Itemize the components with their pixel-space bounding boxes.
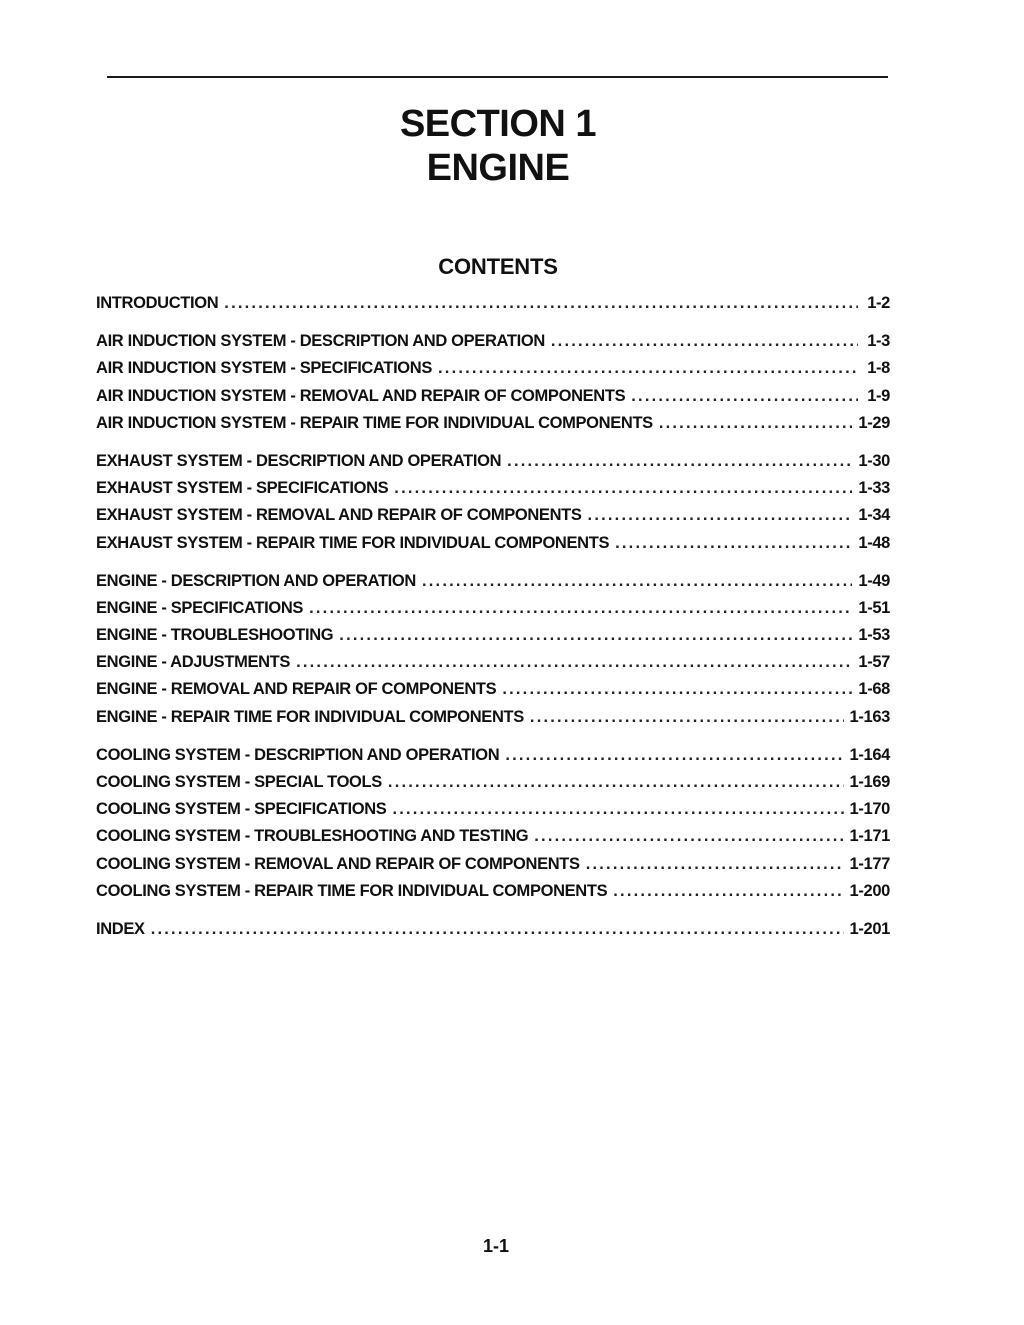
toc-entry[interactable] [96, 676, 890, 703]
toc-entry[interactable] [96, 568, 890, 595]
toc-entry-title: ENGINE - TROUBLESHOOTING [96, 626, 334, 645]
dot-leader [505, 742, 843, 769]
toc-entry[interactable] [96, 383, 890, 410]
toc-entry[interactable] [96, 290, 890, 317]
dot-leader [615, 530, 852, 557]
toc-entry-title: INTRODUCTION [96, 294, 219, 312]
dot-leader [392, 796, 843, 823]
toc-entry-page: 1-48 [858, 533, 890, 552]
toc-entry-title: AIR INDUCTION SYSTEM - SPECIFICATIONS [96, 359, 433, 378]
dot-leader [507, 448, 852, 475]
section-number-title: SECTION 1 [399, 103, 597, 145]
toc-entry[interactable] [96, 448, 890, 475]
dot-leader [438, 355, 858, 382]
toc-entry-page: 1-29 [858, 413, 890, 432]
toc-entry[interactable] [96, 410, 890, 437]
toc-entry-title: ENGINE - REPAIR TIME FOR INDIVIDUAL COMPONENTS [96, 707, 524, 726]
toc-entry-page: 1-34 [858, 506, 890, 525]
toc-entry[interactable] [96, 475, 890, 502]
toc-entry[interactable] [96, 328, 890, 355]
toc-entry-title: COOLING SYSTEM - TROUBLESHOOTING AND TESTING [96, 827, 529, 846]
toc-group [96, 290, 890, 317]
dot-leader [586, 851, 844, 878]
dot-leader [659, 410, 853, 437]
toc-entry-title: EXHAUST SYSTEM - SPECIFICATIONS [96, 479, 389, 498]
toc-entry-title: ENGINE - REMOVAL AND REPAIR OF COMPONENTS [96, 680, 497, 699]
toc-entry[interactable] [96, 851, 890, 878]
toc-group [96, 742, 890, 905]
toc-entry[interactable] [96, 742, 890, 769]
dot-leader [339, 622, 852, 649]
toc-entry-page: 1-171 [849, 827, 890, 846]
toc-entry-title: COOLING SYSTEM - SPECIAL TOOLS [96, 773, 382, 791]
toc-entry-title: AIR INDUCTION SYSTEM - DESCRIPTION AND OPERATION [96, 332, 545, 351]
toc-entry[interactable] [96, 530, 890, 557]
dot-leader [296, 649, 852, 676]
toc-entry-page: 1-53 [858, 626, 890, 645]
dot-leader [224, 290, 858, 317]
toc-entry-title: COOLING SYSTEM - DESCRIPTION AND OPERATION [96, 745, 500, 764]
dot-leader [551, 328, 858, 355]
toc-entry-page: 1-163 [849, 707, 890, 726]
toc-entry-title: EXHAUST SYSTEM - DESCRIPTION AND OPERATION [96, 451, 502, 470]
toc-entry-page: 1-30 [858, 451, 890, 470]
dot-leader [588, 502, 853, 529]
toc-entry-title: AIR INDUCTION SYSTEM - REPAIR TIME FOR INDIVIDUAL COMPONENTS [96, 413, 653, 432]
toc-entry-page: 1-170 [849, 800, 890, 819]
toc-entry-page: 1-169 [849, 773, 890, 791]
toc-entry[interactable] [96, 796, 890, 823]
dot-leader [631, 383, 858, 410]
toc-entry-page: 1-33 [858, 479, 890, 498]
toc-entry-title: COOLING SYSTEM - SPECIFICATIONS [96, 800, 387, 819]
toc-group [96, 448, 890, 557]
dot-leader [151, 916, 844, 943]
section-name-title: ENGINE [426, 147, 570, 189]
toc-entry-page: 1-3 [867, 332, 890, 351]
toc-entry[interactable] [96, 878, 890, 905]
toc-entry-page: 1-9 [867, 386, 890, 405]
dot-leader [613, 878, 843, 905]
toc-entry-title: INDEX [96, 919, 145, 938]
dot-leader [394, 475, 852, 502]
top-rule [107, 76, 888, 78]
toc-entry-page: 1-201 [849, 919, 890, 938]
toc-entry-page: 1-8 [867, 359, 890, 378]
toc-entry-page: 1-177 [849, 854, 890, 873]
dot-leader [388, 769, 844, 796]
dot-leader [422, 568, 852, 595]
toc-entry-title: EXHAUST SYSTEM - REPAIR TIME FOR INDIVIDUAL COMPONENTS [96, 533, 610, 552]
toc-entry-page: 1-57 [858, 653, 890, 672]
toc-group [96, 328, 890, 437]
toc-group [96, 916, 890, 943]
page-number: 1-1 [482, 1236, 509, 1256]
dot-leader [502, 676, 852, 703]
toc-entry-title: ENGINE - ADJUSTMENTS [96, 653, 291, 672]
toc-entry[interactable] [96, 704, 890, 731]
toc-entry[interactable] [96, 916, 890, 943]
dot-leader [530, 704, 844, 731]
toc-entry-title: AIR INDUCTION SYSTEM - REMOVAL AND REPAIR OF COMPONENTS [96, 386, 626, 405]
toc-entry-title: ENGINE - SPECIFICATIONS [96, 598, 304, 617]
toc-entry[interactable] [96, 649, 890, 676]
contents-heading: CONTENTS [438, 254, 558, 279]
toc-entry[interactable] [96, 622, 890, 649]
toc-entry-title: ENGINE - DESCRIPTION AND OPERATION [96, 571, 416, 590]
toc-entry-page: 1-200 [849, 881, 890, 900]
toc-entry-title: COOLING SYSTEM - REMOVAL AND REPAIR OF COMPONENTS [96, 854, 580, 873]
toc-entry-page: 1-2 [867, 294, 890, 312]
toc-entry-page: 1-49 [858, 571, 890, 590]
toc-entry-page: 1-51 [858, 598, 890, 617]
toc-group [96, 568, 890, 731]
toc-entry[interactable] [96, 355, 890, 382]
table-of-contents [96, 290, 890, 954]
toc-entry[interactable] [96, 502, 890, 529]
toc-entry[interactable] [96, 769, 890, 796]
toc-entry-page: 1-164 [849, 745, 890, 764]
toc-entry-title: COOLING SYSTEM - REPAIR TIME FOR INDIVIDUAL COMPONENTS [96, 881, 608, 900]
toc-entry-page: 1-68 [858, 680, 890, 699]
toc-entry[interactable] [96, 823, 890, 850]
toc-entry[interactable] [96, 595, 890, 622]
toc-entry-title: EXHAUST SYSTEM - REMOVAL AND REPAIR OF COMPONENTS [96, 506, 582, 525]
dot-leader [309, 595, 852, 622]
dot-leader [534, 823, 843, 850]
